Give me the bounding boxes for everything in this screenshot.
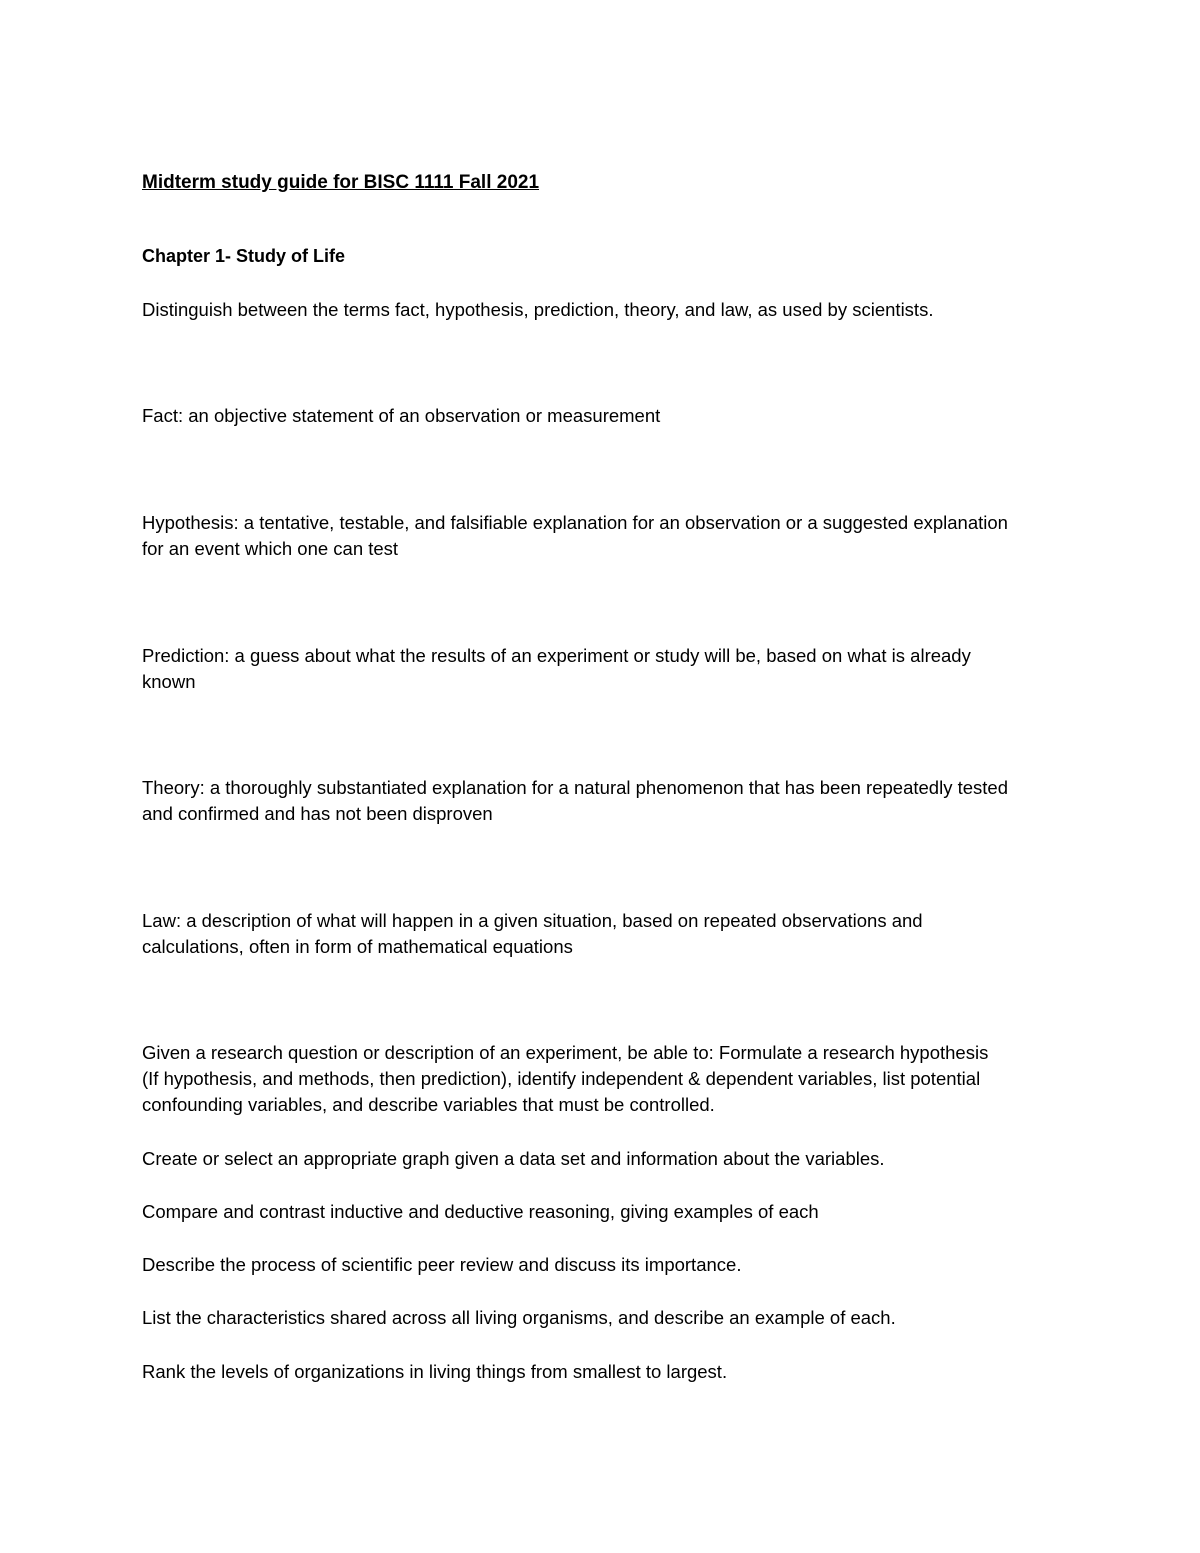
objective-research-line-2: (If hypothesis, and methods, then prediction), identify independent & dependent variables, list potential xyxy=(142,1068,981,1089)
intro-text: Distinguish between the terms fact, hypothesis, prediction, theory, and law, as used by scientists. xyxy=(142,299,934,320)
objective-characteristics: List the characteristics shared across all living organisms, and describe an example of each. xyxy=(142,1307,896,1328)
definition-prediction-line-1: Prediction: a guess about what the results of an experiment or study will be, based on what is already xyxy=(142,645,971,666)
definition-hypothesis-line-2: for an event which one can test xyxy=(142,538,399,559)
objective-peer-review: Describe the process of scientific peer review and discuss its importance. xyxy=(142,1254,742,1275)
chapter-heading: Chapter 1- Study of Life xyxy=(142,246,346,266)
objective-levels: Rank the levels of organizations in living things from smallest to largest. xyxy=(142,1361,728,1382)
objective-graph: Create or select an appropriate graph given a data set and information about the variables. xyxy=(142,1148,885,1169)
objective-research-line-1: Given a research question or description of an experiment, be able to: Formulate a research hypothesis xyxy=(142,1042,989,1063)
objective-research-line-3: confounding variables, and describe variables that must be controlled. xyxy=(142,1094,715,1115)
definition-fact: Fact: an objective statement of an observation or measurement xyxy=(142,405,661,426)
definition-hypothesis-line-1: Hypothesis: a tentative, testable, and falsifiable explanation for an observation or a suggested explanation xyxy=(142,512,1008,533)
objective-reasoning: Compare and contrast inductive and deductive reasoning, giving examples of each xyxy=(142,1201,819,1222)
definition-theory-line-2: and confirmed and has not been disproven xyxy=(142,803,493,824)
definition-law-line-1: Law: a description of what will happen in a given situation, based on repeated observations and xyxy=(142,910,923,931)
definition-prediction-line-2: known xyxy=(142,671,196,692)
definition-law-line-2: calculations, often in form of mathematical equations xyxy=(142,936,573,957)
definition-theory-line-1: Theory: a thoroughly substantiated explanation for a natural phenomenon that has been repeatedly tested xyxy=(142,777,1008,798)
document-title: Midterm study guide for BISC 1111 Fall 2021 xyxy=(142,172,540,193)
